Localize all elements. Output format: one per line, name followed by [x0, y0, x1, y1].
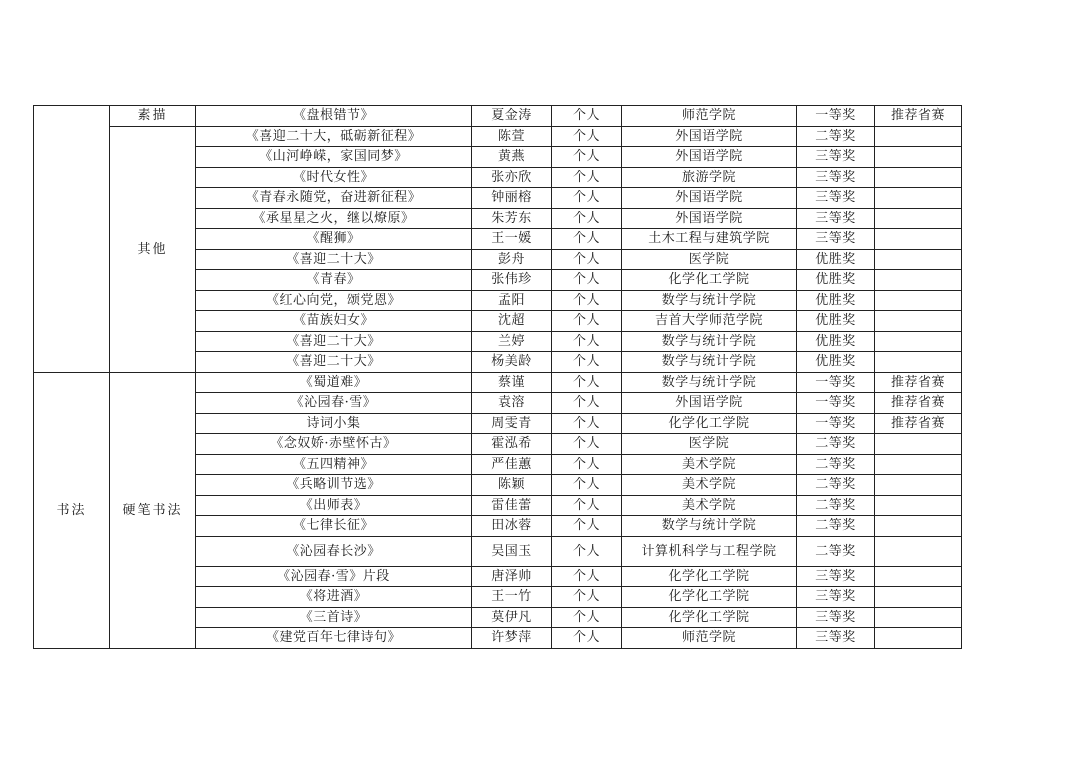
note-cell: [875, 229, 962, 250]
work-title-cell: 《喜迎二十大，砥砺新征程》: [196, 126, 472, 147]
award-cell: 一等奖: [797, 413, 875, 434]
author-cell: 沈超: [472, 311, 552, 332]
college-cell: 外国语学院: [622, 147, 797, 168]
author-cell: 朱芳东: [472, 208, 552, 229]
award-cell: 三等奖: [797, 167, 875, 188]
college-cell: 外国语学院: [622, 393, 797, 414]
note-cell: [875, 290, 962, 311]
note-cell: 推荐省赛: [875, 413, 962, 434]
entry-type-cell: 个人: [552, 311, 622, 332]
award-cell: 优胜奖: [797, 352, 875, 373]
work-title-cell: 《沁园春·雪》片段: [196, 566, 472, 587]
college-cell: 数学与统计学院: [622, 331, 797, 352]
work-title-cell: 《建党百年七律诗句》: [196, 628, 472, 649]
work-title-cell: 《青春永随党，奋进新征程》: [196, 188, 472, 209]
awards-table: [33, 105, 962, 649]
college-cell: 化学化工学院: [622, 587, 797, 608]
entry-type-cell: 个人: [552, 628, 622, 649]
note-cell: 推荐省赛: [875, 372, 962, 393]
college-cell: 数学与统计学院: [622, 290, 797, 311]
author-cell: 陈颖: [472, 475, 552, 496]
author-cell: 张亦欣: [472, 167, 552, 188]
subcategory-cell: 素描: [110, 106, 196, 127]
college-cell: 医学院: [622, 434, 797, 455]
entry-type-cell: 个人: [552, 516, 622, 537]
college-cell: 师范学院: [622, 106, 797, 127]
college-cell: 计算机科学与工程学院: [622, 536, 797, 566]
author-cell: 王一媛: [472, 229, 552, 250]
author-cell: 黄燕: [472, 147, 552, 168]
author-cell: 夏金涛: [472, 106, 552, 127]
award-cell: 二等奖: [797, 126, 875, 147]
note-cell: [875, 516, 962, 537]
entry-type-cell: 个人: [552, 249, 622, 270]
category-cell: 书法: [34, 372, 110, 648]
work-title-cell: 《沁园春长沙》: [196, 536, 472, 566]
author-cell: 周雯青: [472, 413, 552, 434]
award-cell: 一等奖: [797, 372, 875, 393]
award-cell: 二等奖: [797, 475, 875, 496]
entry-type-cell: 个人: [552, 566, 622, 587]
college-cell: 土木工程与建筑学院: [622, 229, 797, 250]
entry-type-cell: 个人: [552, 587, 622, 608]
award-cell: 二等奖: [797, 516, 875, 537]
award-cell: 三等奖: [797, 208, 875, 229]
work-title-cell: 《醒狮》: [196, 229, 472, 250]
award-cell: 三等奖: [797, 188, 875, 209]
award-cell: 二等奖: [797, 495, 875, 516]
entry-type-cell: 个人: [552, 208, 622, 229]
award-cell: 优胜奖: [797, 270, 875, 291]
author-cell: 吴国玉: [472, 536, 552, 566]
table-row: [34, 106, 962, 127]
author-cell: 严佳蕙: [472, 454, 552, 475]
award-cell: 二等奖: [797, 434, 875, 455]
table-row: [34, 126, 962, 147]
entry-type-cell: 个人: [552, 167, 622, 188]
college-cell: 美术学院: [622, 495, 797, 516]
work-title-cell: 《青春》: [196, 270, 472, 291]
entry-type-cell: 个人: [552, 475, 622, 496]
college-cell: 化学化工学院: [622, 607, 797, 628]
author-cell: 袁溶: [472, 393, 552, 414]
subcategory-cell: 其他: [110, 126, 196, 372]
note-cell: [875, 587, 962, 608]
college-cell: 吉首大学师范学院: [622, 311, 797, 332]
note-cell: [875, 147, 962, 168]
work-title-cell: 诗词小集: [196, 413, 472, 434]
entry-type-cell: 个人: [552, 229, 622, 250]
award-cell: 三等奖: [797, 607, 875, 628]
entry-type-cell: 个人: [552, 126, 622, 147]
work-title-cell: 《七律长征》: [196, 516, 472, 537]
note-cell: [875, 475, 962, 496]
college-cell: 外国语学院: [622, 126, 797, 147]
college-cell: 美术学院: [622, 454, 797, 475]
entry-type-cell: 个人: [552, 352, 622, 373]
entry-type-cell: 个人: [552, 413, 622, 434]
college-cell: 旅游学院: [622, 167, 797, 188]
college-cell: 美术学院: [622, 475, 797, 496]
award-cell: 一等奖: [797, 106, 875, 127]
note-cell: [875, 126, 962, 147]
entry-type-cell: 个人: [552, 434, 622, 455]
author-cell: 许梦萍: [472, 628, 552, 649]
author-cell: 兰婷: [472, 331, 552, 352]
award-cell: 优胜奖: [797, 290, 875, 311]
college-cell: 师范学院: [622, 628, 797, 649]
entry-type-cell: 个人: [552, 270, 622, 291]
entry-type-cell: 个人: [552, 393, 622, 414]
author-cell: 霍泓希: [472, 434, 552, 455]
college-cell: 外国语学院: [622, 188, 797, 209]
note-cell: 推荐省赛: [875, 393, 962, 414]
category-cell: [34, 106, 110, 373]
author-cell: 彭舟: [472, 249, 552, 270]
entry-type-cell: 个人: [552, 372, 622, 393]
note-cell: [875, 495, 962, 516]
work-title-cell: 《三首诗》: [196, 607, 472, 628]
college-cell: 医学院: [622, 249, 797, 270]
college-cell: 化学化工学院: [622, 413, 797, 434]
author-cell: 孟阳: [472, 290, 552, 311]
work-title-cell: 《出师表》: [196, 495, 472, 516]
author-cell: 田冰蓉: [472, 516, 552, 537]
note-cell: [875, 167, 962, 188]
award-cell: 优胜奖: [797, 311, 875, 332]
note-cell: [875, 628, 962, 649]
note-cell: [875, 566, 962, 587]
award-cell: 二等奖: [797, 454, 875, 475]
note-cell: [875, 188, 962, 209]
award-cell: 优胜奖: [797, 331, 875, 352]
work-title-cell: 《喜迎二十大》: [196, 331, 472, 352]
college-cell: 化学化工学院: [622, 566, 797, 587]
award-cell: 三等奖: [797, 587, 875, 608]
note-cell: [875, 270, 962, 291]
college-cell: 化学化工学院: [622, 270, 797, 291]
subcategory-cell: 硬笔书法: [110, 372, 196, 648]
award-cell: 三等奖: [797, 566, 875, 587]
college-cell: 数学与统计学院: [622, 352, 797, 373]
work-title-cell: 《兵略训节选》: [196, 475, 472, 496]
award-cell: 三等奖: [797, 147, 875, 168]
table-row: [34, 372, 962, 393]
award-cell: 优胜奖: [797, 249, 875, 270]
author-cell: 蔡谨: [472, 372, 552, 393]
work-title-cell: 《山河峥嵘，家国同梦》: [196, 147, 472, 168]
work-title-cell: 《沁园春·雪》: [196, 393, 472, 414]
entry-type-cell: 个人: [552, 454, 622, 475]
note-cell: [875, 208, 962, 229]
entry-type-cell: 个人: [552, 495, 622, 516]
author-cell: 唐泽帅: [472, 566, 552, 587]
entry-type-cell: 个人: [552, 331, 622, 352]
award-cell: 三等奖: [797, 628, 875, 649]
work-title-cell: 《将进酒》: [196, 587, 472, 608]
entry-type-cell: 个人: [552, 607, 622, 628]
author-cell: 莫伊凡: [472, 607, 552, 628]
author-cell: 陈萱: [472, 126, 552, 147]
note-cell: [875, 352, 962, 373]
work-title-cell: 《五四精神》: [196, 454, 472, 475]
note-cell: [875, 311, 962, 332]
note-cell: [875, 434, 962, 455]
note-cell: [875, 454, 962, 475]
author-cell: 王一竹: [472, 587, 552, 608]
work-title-cell: 《苗族妇女》: [196, 311, 472, 332]
award-cell: 一等奖: [797, 393, 875, 414]
award-cell: 二等奖: [797, 536, 875, 566]
work-title-cell: 《盘根错节》: [196, 106, 472, 127]
work-title-cell: 《喜迎二十大》: [196, 249, 472, 270]
college-cell: 数学与统计学院: [622, 372, 797, 393]
author-cell: 钟丽榕: [472, 188, 552, 209]
work-title-cell: 《念奴娇·赤壁怀古》: [196, 434, 472, 455]
college-cell: 外国语学院: [622, 208, 797, 229]
award-cell: 三等奖: [797, 229, 875, 250]
work-title-cell: 《蜀道难》: [196, 372, 472, 393]
author-cell: 杨美龄: [472, 352, 552, 373]
note-cell: 推荐省赛: [875, 106, 962, 127]
entry-type-cell: 个人: [552, 147, 622, 168]
entry-type-cell: 个人: [552, 536, 622, 566]
note-cell: [875, 607, 962, 628]
note-cell: [875, 536, 962, 566]
entry-type-cell: 个人: [552, 106, 622, 127]
college-cell: 数学与统计学院: [622, 516, 797, 537]
note-cell: [875, 331, 962, 352]
work-title-cell: 《红心向党，颂党恩》: [196, 290, 472, 311]
note-cell: [875, 249, 962, 270]
work-title-cell: 《时代女性》: [196, 167, 472, 188]
entry-type-cell: 个人: [552, 290, 622, 311]
author-cell: 张伟珍: [472, 270, 552, 291]
work-title-cell: 《承星星之火，继以燎原》: [196, 208, 472, 229]
work-title-cell: 《喜迎二十大》: [196, 352, 472, 373]
entry-type-cell: 个人: [552, 188, 622, 209]
author-cell: 雷佳蕾: [472, 495, 552, 516]
